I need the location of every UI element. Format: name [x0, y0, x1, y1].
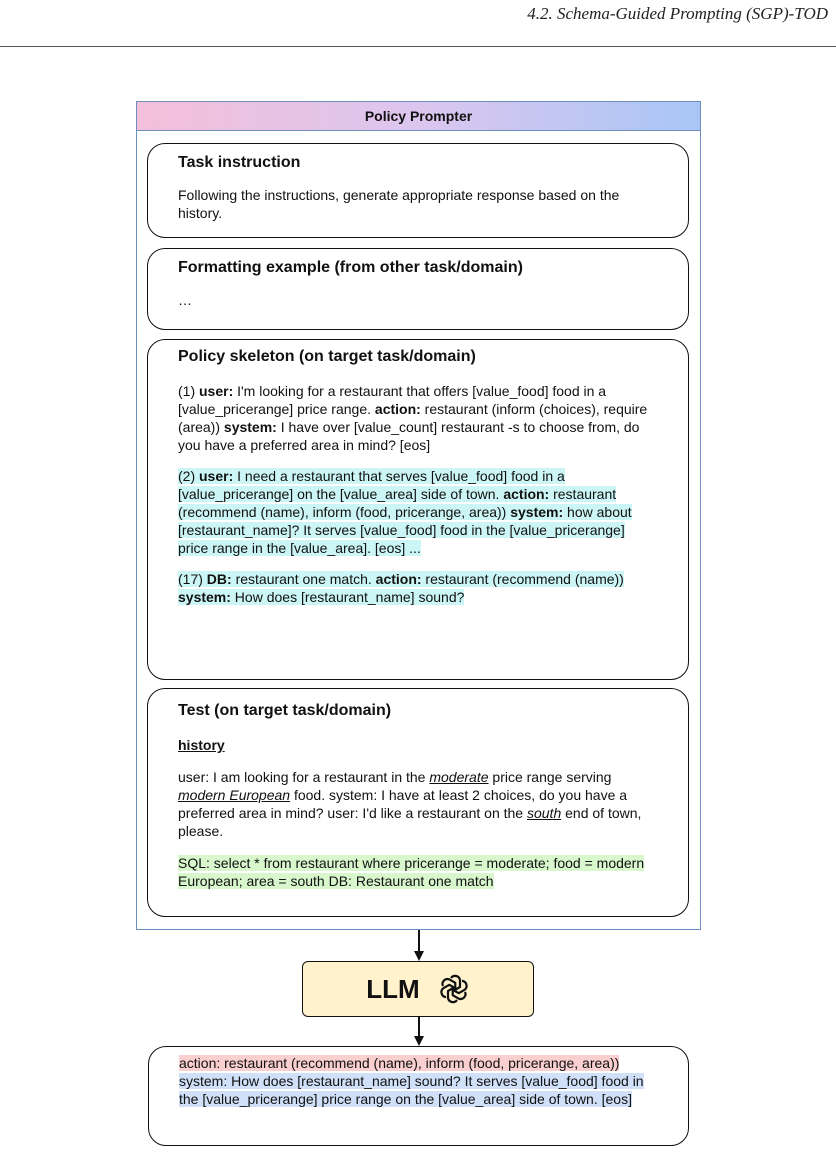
llm-label: LLM [366, 973, 420, 1004]
db-text: restaurant one match. [231, 571, 376, 587]
system-label: system: [223, 419, 277, 435]
system-text: how about [restaurant_name]? It serves [value_food] food in the [value_pricerange] price range in the [value_area]. [eos] ... [178, 504, 632, 556]
action-text: restaurant (inform (choices), require (area)) [178, 401, 648, 435]
action-text: restaurant (recommend (name)) [421, 571, 624, 587]
example-number: (1) [178, 383, 199, 399]
system-text: I have over [value_count] restaurant -s to choose from, do you have a preferred area in mind? [eos] [178, 419, 640, 453]
policy-skeleton-heading: Policy skeleton (on target task/domain) [178, 348, 476, 365]
history-part: end of town, please. [178, 805, 642, 839]
skeleton-example-17 [178, 570, 658, 606]
section-title: 4.2. Schema-Guided Prompting (SGP)-TOD [527, 4, 828, 23]
history-part: food. system: I have at least 2 choices, do you have a preferred area in mind? user: I'd like a restaurant on the [178, 787, 628, 821]
user-text: I'm looking for a restaurant that offers [value_food] food in a [value_pricerange] price range. [178, 383, 607, 417]
action-label: action: [374, 401, 421, 417]
skeleton-example-2 [178, 467, 658, 557]
history-slot-moderate: moderate [429, 769, 489, 785]
arrow-to-llm-head [414, 951, 424, 961]
sql-text: SQL: select * from restaurant where pricerange = moderate; food = modern European; area = south DB: Restaurant one match [178, 855, 645, 889]
history-slot-modern-european: modern European [178, 787, 291, 803]
output-card [148, 1046, 689, 1146]
output-text [179, 1054, 658, 1108]
arrow-to-output [418, 1017, 420, 1037]
policy-skeleton-card [147, 339, 689, 680]
skeleton-example-1 [178, 382, 658, 454]
history-label-text: history [178, 737, 225, 753]
action-label: action: [375, 571, 422, 587]
system-label: system: [178, 589, 231, 605]
output-action: action: restaurant (recommend (name), inform (food, pricerange, area)) [179, 1055, 620, 1071]
llm-box [302, 961, 534, 1017]
openai-logo-icon [438, 973, 470, 1005]
arrow-to-llm [418, 930, 420, 952]
action-label: action: [503, 486, 550, 502]
arrow-to-output-head [414, 1036, 424, 1046]
user-text: I need a restaurant that serves [value_food] food in a [value_pricerange] on the [value_area] side of town. [178, 468, 565, 502]
history-part: user: I am looking for a restaurant in the [178, 769, 430, 785]
history-part: price range serving [488, 769, 612, 785]
task-instruction-heading: Task instruction [178, 154, 301, 171]
example-number: (2) [178, 468, 199, 484]
policy-prompter-title: Policy Prompter [137, 102, 700, 131]
user-label: user: [199, 468, 234, 484]
system-text: How does [restaurant_name] sound? [230, 589, 465, 605]
header-rule [0, 46, 836, 47]
system-label: system: [510, 504, 564, 520]
sql-query [178, 854, 658, 890]
example-number: (17) [178, 571, 207, 587]
formatting-example-heading: Formatting example (from other task/domain) [178, 259, 523, 276]
formatting-example-card [147, 248, 689, 330]
action-text: restaurant (recommend (name), inform (food, pricerange, area)) [178, 486, 617, 520]
db-label: DB: [206, 571, 232, 587]
task-instruction-body: Following the instructions, generate appropriate response based on the history. [178, 187, 620, 221]
formatting-example-body: … [178, 292, 192, 308]
history-slot-south: south [526, 805, 562, 821]
test-heading: Test (on target task/domain) [178, 702, 392, 719]
test-card [147, 688, 689, 917]
history-label [178, 736, 658, 754]
history-text [178, 768, 658, 840]
user-label: user: [199, 383, 234, 399]
output-system: system: How does [restaurant_name] sound? It serves [value_food] food in the [value_pricerange] price range on the [value_area] side of town. [eos] [179, 1073, 644, 1107]
task-instruction-card [147, 143, 689, 238]
